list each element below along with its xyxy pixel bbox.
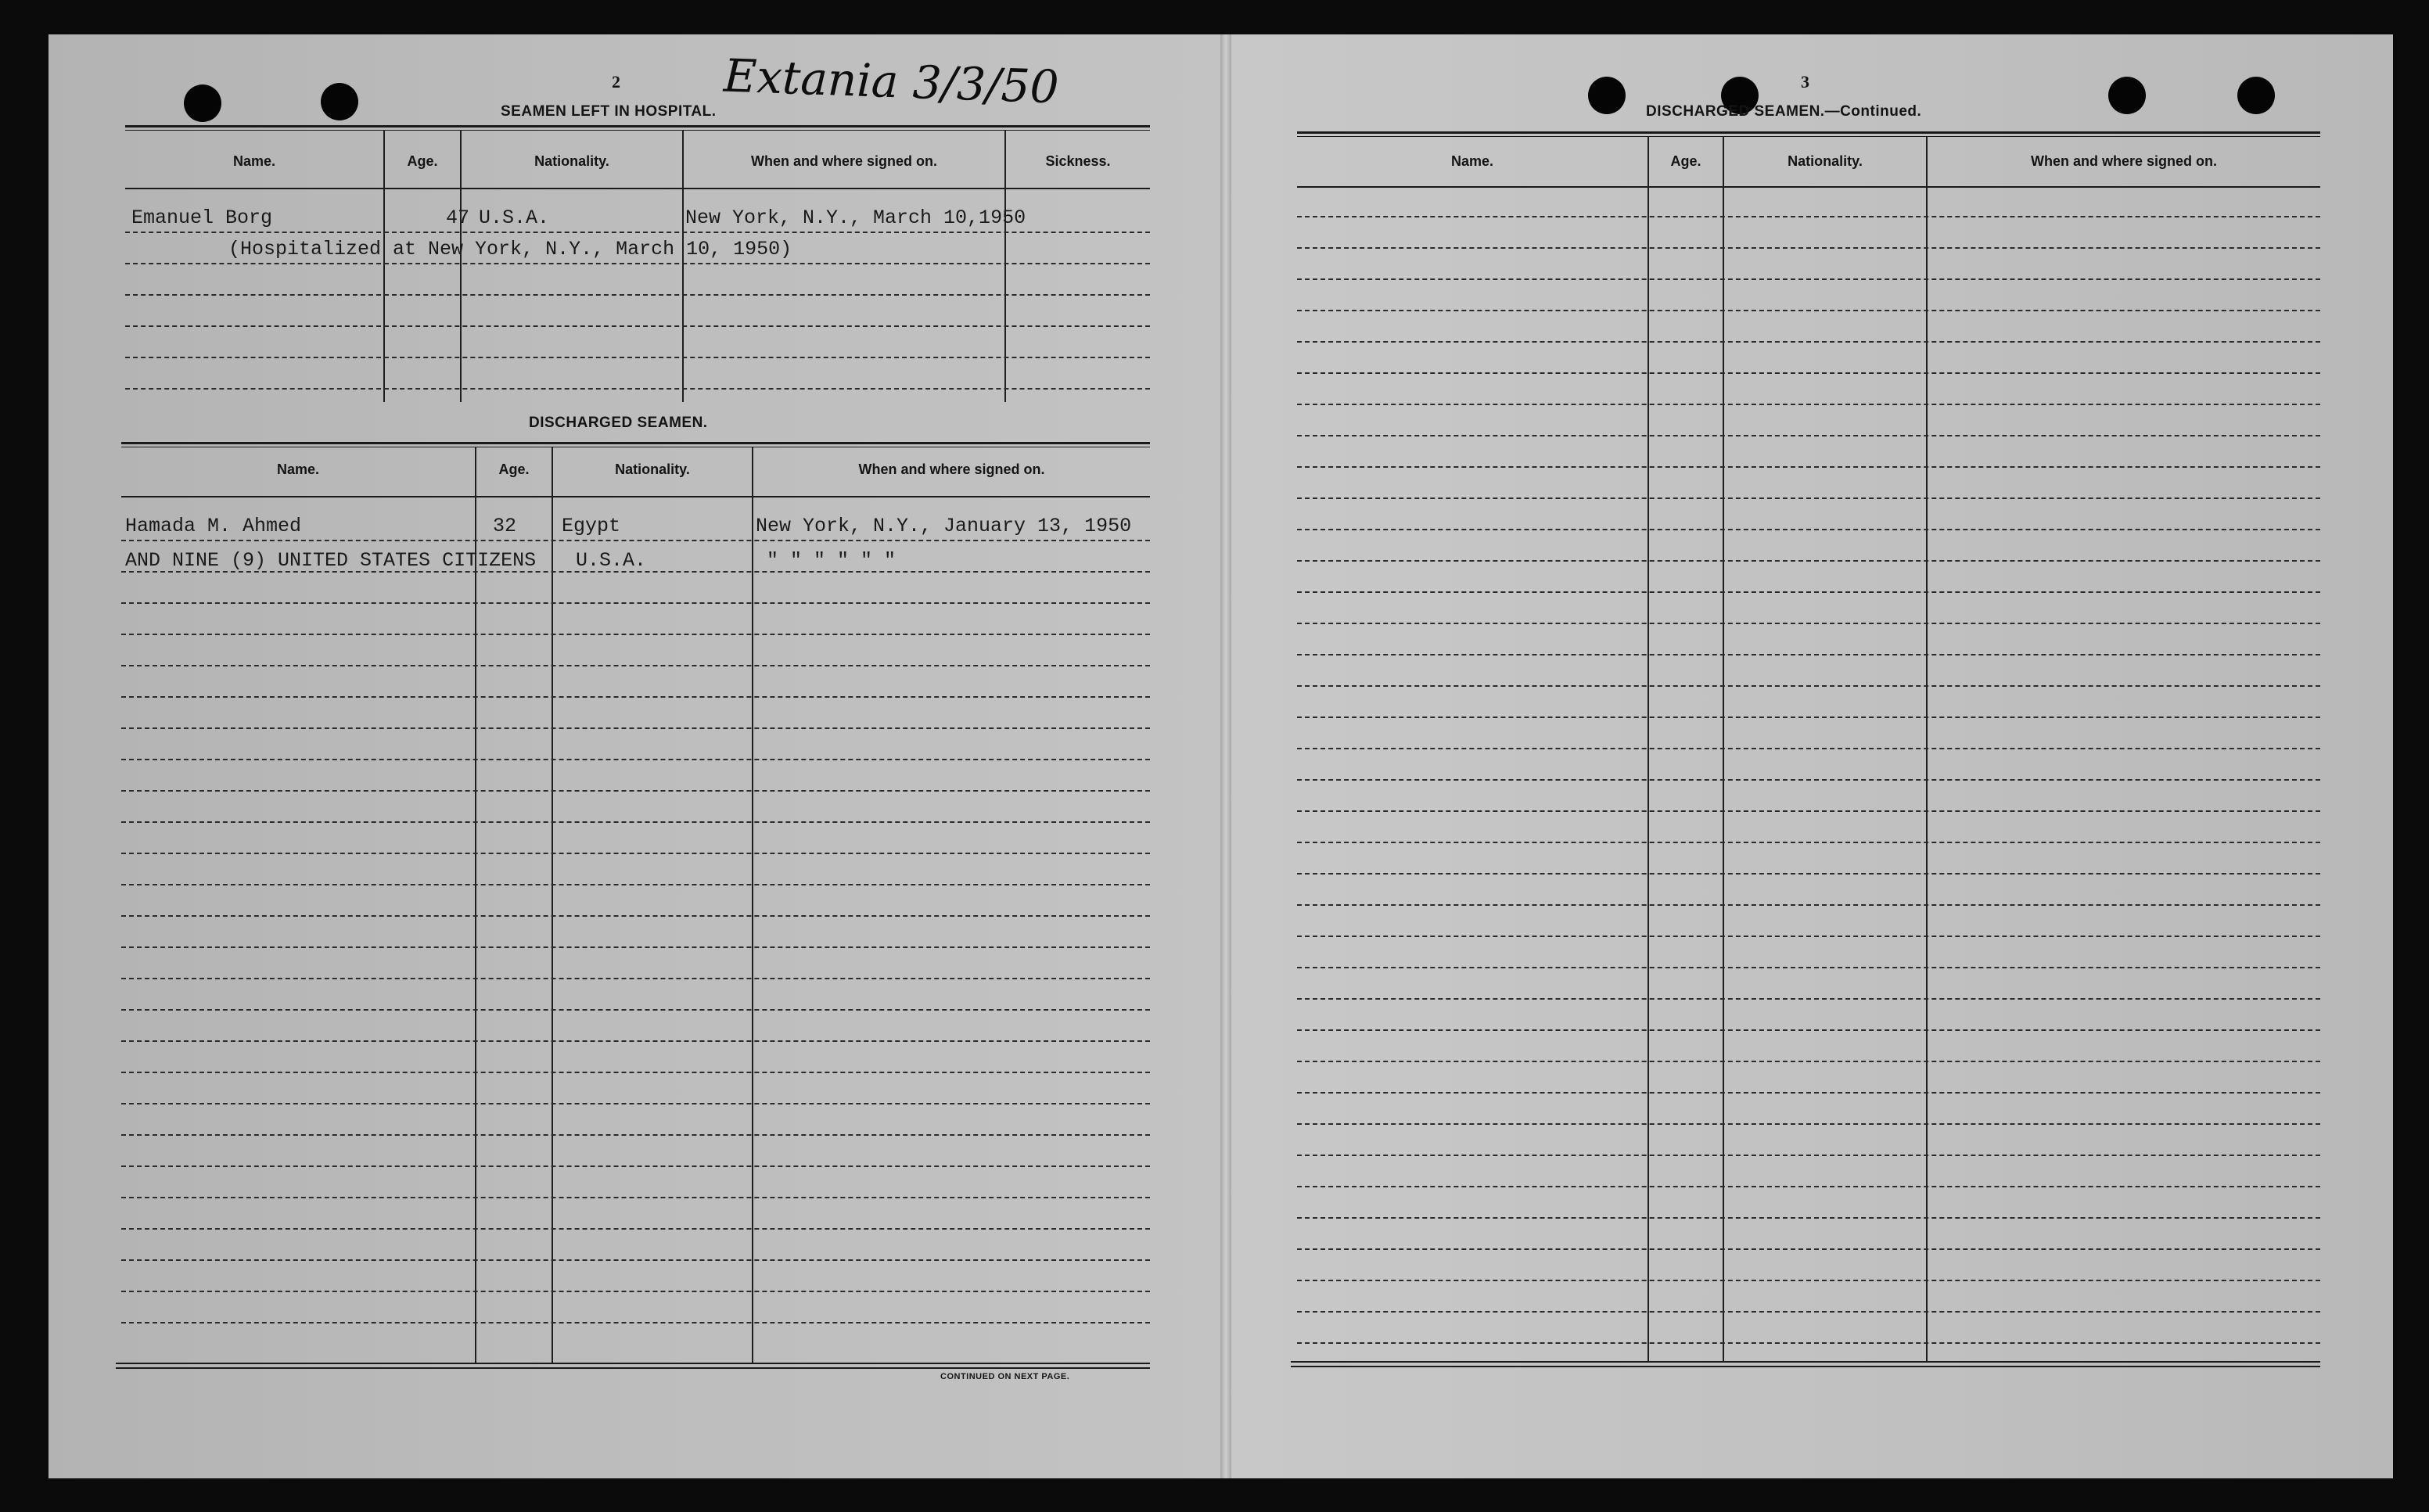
ruled-line xyxy=(1297,560,2320,562)
ruled-line xyxy=(1297,247,2320,249)
discharged-row-signed-on: New York, N.Y., January 13, 1950 xyxy=(756,515,1132,537)
rule xyxy=(125,130,1150,131)
ruled-line xyxy=(121,978,1150,979)
col-header-nationality: Nationality. xyxy=(1788,153,1863,169)
rule xyxy=(121,496,1150,497)
ruled-line xyxy=(1297,998,2320,1000)
col-header-signed-on: When and where signed on. xyxy=(858,462,1045,477)
column-divider xyxy=(383,130,385,402)
ruled-line xyxy=(121,946,1150,948)
rule xyxy=(121,442,1150,444)
ruled-line xyxy=(1297,1311,2320,1313)
ruled-line xyxy=(1297,748,2320,749)
ruled-line xyxy=(1297,1061,2320,1062)
hospital-row-nationality: U.S.A. xyxy=(479,207,550,229)
ruled-line xyxy=(121,1072,1150,1073)
rule xyxy=(1291,1361,2320,1363)
column-divider xyxy=(752,447,753,1363)
rule xyxy=(1297,131,2320,134)
ruled-line xyxy=(121,1259,1150,1261)
ruled-line xyxy=(1297,1217,2320,1219)
ruled-line xyxy=(125,388,1150,390)
hospital-row-name: Emanuel Borg xyxy=(131,207,273,229)
discharged-row-signed-on: " " " " " " xyxy=(767,549,897,572)
ruled-line xyxy=(1297,936,2320,937)
hospital-row-signed-on: New York, N.Y., March 10,1950 xyxy=(685,207,1026,229)
ruled-line xyxy=(1297,341,2320,343)
ruled-line xyxy=(1297,278,2320,280)
ruled-line xyxy=(1297,1342,2320,1344)
ruled-line xyxy=(1297,1248,2320,1250)
punch-hole xyxy=(2237,77,2275,114)
ruled-line xyxy=(121,1228,1150,1230)
ruled-line xyxy=(121,540,1150,541)
ruled-line xyxy=(121,884,1150,885)
handwritten-date-note: Extania 3/3/50 xyxy=(722,48,1060,114)
col-header-nationality: Nationality. xyxy=(534,153,609,169)
ruled-line xyxy=(121,1103,1150,1104)
ruled-line xyxy=(125,263,1150,264)
ruled-line xyxy=(121,1040,1150,1042)
ruled-line xyxy=(1297,216,2320,217)
ruled-line xyxy=(125,232,1150,233)
ruled-line xyxy=(121,759,1150,760)
ruled-line xyxy=(125,294,1150,296)
ruled-line xyxy=(1297,1280,2320,1281)
ruled-line xyxy=(1297,967,2320,968)
hospital-section-title: SEAMEN LEFT IN HOSPITAL. xyxy=(501,103,717,120)
column-divider xyxy=(1004,130,1006,402)
punch-hole xyxy=(1588,77,1626,114)
ruled-line xyxy=(121,1134,1150,1136)
rule xyxy=(125,125,1150,127)
col-header-sickness: Sickness. xyxy=(1045,153,1111,169)
col-header-age: Age. xyxy=(1670,153,1701,169)
ruled-line xyxy=(121,696,1150,698)
ruled-line xyxy=(121,665,1150,666)
discharged-row-nationality: Egypt xyxy=(562,515,621,537)
ruled-line xyxy=(121,1291,1150,1292)
ruled-line xyxy=(125,357,1150,358)
ruled-line xyxy=(1297,1155,2320,1156)
ruled-line xyxy=(1297,873,2320,875)
col-header-nationality: Nationality. xyxy=(615,462,690,477)
punch-hole xyxy=(321,83,358,120)
col-header-name: Name. xyxy=(276,462,320,477)
ruled-line xyxy=(1297,310,2320,311)
col-header-name: Name. xyxy=(1450,153,1494,169)
ruled-line xyxy=(1297,904,2320,906)
ruled-line xyxy=(1297,497,2320,499)
ruled-line xyxy=(1297,810,2320,812)
discharged-row-age: 32 xyxy=(493,515,517,537)
page-number-left: 2 xyxy=(612,72,620,92)
page-fold xyxy=(1220,34,1231,1478)
ruled-line xyxy=(1297,654,2320,655)
column-divider xyxy=(682,130,684,402)
discharged-continued-title: DISCHARGED SEAMEN.—Continued. xyxy=(1646,103,1922,120)
rule xyxy=(1297,136,2320,137)
ruled-line xyxy=(1297,435,2320,436)
hospital-note: (Hospitalized at New York, N.Y., March 10, 1950) xyxy=(228,238,792,260)
ruled-line xyxy=(121,727,1150,729)
rule xyxy=(116,1363,1150,1364)
ruled-line xyxy=(121,915,1150,917)
ruled-line xyxy=(1297,1123,2320,1125)
ruled-line xyxy=(125,325,1150,327)
column-divider xyxy=(552,447,553,1363)
col-header-name: Name. xyxy=(232,153,276,169)
discharged-row-name: Hamada M. Ahmed xyxy=(125,515,302,537)
ruled-line xyxy=(1297,1029,2320,1031)
rule xyxy=(1297,186,2320,188)
rule xyxy=(1291,1366,2320,1367)
continued-footer: CONTINUED ON NEXT PAGE. xyxy=(940,1372,1070,1381)
ruled-line xyxy=(1297,779,2320,781)
ruled-line xyxy=(1297,466,2320,468)
ruled-line xyxy=(1297,1186,2320,1187)
ruled-line xyxy=(121,1165,1150,1167)
punch-hole xyxy=(2108,77,2146,114)
ruled-line xyxy=(1297,1092,2320,1094)
hospital-row-age: 47 xyxy=(446,207,470,229)
ruled-line xyxy=(121,821,1150,823)
ruled-line xyxy=(121,1009,1150,1011)
col-header-age: Age. xyxy=(498,462,530,477)
col-header-age: Age. xyxy=(407,153,438,169)
ruled-line xyxy=(121,634,1150,635)
rule xyxy=(125,188,1150,189)
ruled-line xyxy=(1297,529,2320,530)
ruled-line xyxy=(1297,404,2320,405)
ruled-line xyxy=(1297,623,2320,624)
col-header-signed-on: When and where signed on. xyxy=(2030,153,2218,169)
column-divider xyxy=(475,447,476,1363)
ruled-line xyxy=(121,1322,1150,1323)
right-page xyxy=(1226,34,2393,1478)
rule xyxy=(116,1367,1150,1369)
ruled-line xyxy=(1297,591,2320,593)
ruled-line xyxy=(1297,372,2320,374)
ruled-line xyxy=(1297,685,2320,687)
discharged-row-nationality: U.S.A. xyxy=(576,549,647,572)
column-divider xyxy=(460,130,462,402)
col-header-signed-on: When and where signed on. xyxy=(750,153,938,169)
discharged-section-title: DISCHARGED SEAMEN. xyxy=(529,415,708,431)
punch-hole xyxy=(184,84,221,122)
page-number-right: 3 xyxy=(1801,72,1809,92)
ruled-line xyxy=(1297,716,2320,718)
ruled-line xyxy=(121,790,1150,792)
ruled-line xyxy=(121,853,1150,854)
ruled-line xyxy=(121,602,1150,604)
ruled-line xyxy=(121,1197,1150,1198)
discharged-row-name: AND NINE (9) UNITED STATES CITIZENS xyxy=(125,549,537,572)
ruled-line xyxy=(1297,842,2320,843)
